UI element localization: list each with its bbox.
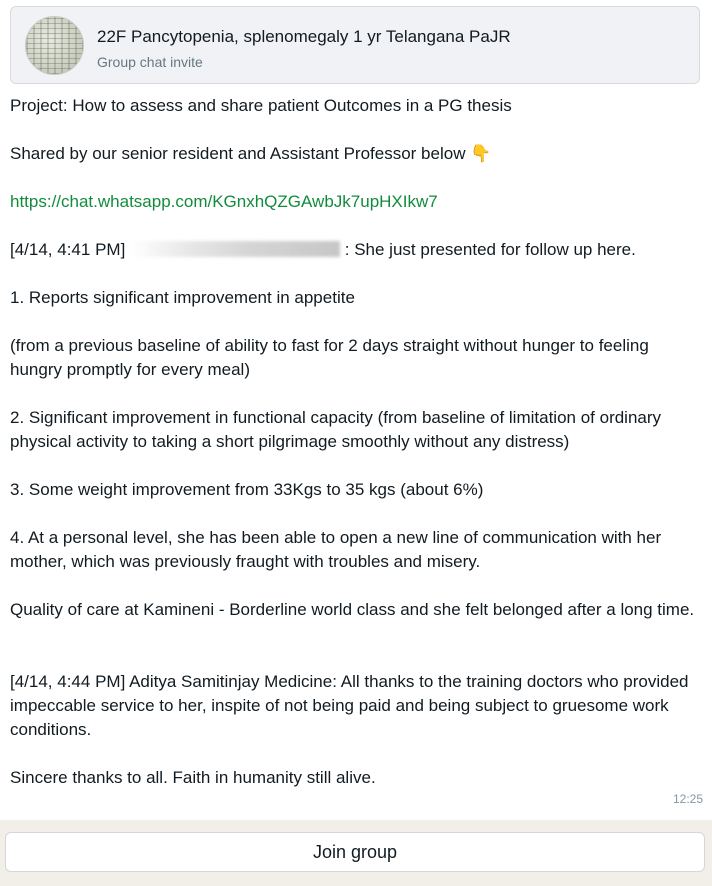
message-body [10,94,702,790]
point-1: 1. Reports significant improvement in appetite [10,288,355,307]
invite-label: Group chat invite [97,54,203,70]
group-avatar [25,16,84,75]
group-invite-card[interactable] [10,6,700,84]
message-timestamp: 12:25 [672,792,703,806]
shared-by-line: Shared by our senior resident and Assistant Professor below 👇 [10,144,492,163]
message-1-header [10,238,702,262]
redacted-sender [130,241,340,257]
closing-line: Sincere thanks to all. Faith in humanity still alive. [10,768,376,787]
project-line: Project: How to assess and share patient Outcomes in a PG thesis [10,96,512,115]
group-invite-link[interactable]: https://chat.whatsapp.com/KGnxhQZGAwbJk7upHXIkw7 [10,192,438,211]
join-bar [0,820,712,886]
join-group-button[interactable]: Join group [5,832,705,872]
message-1-time: [4/14, 4:41 PM] [10,240,126,259]
point-4: 4. At a personal level, she has been able to open a new line of communication with her mother, which was previously fraught with troubles and misery. [10,528,662,571]
point-2: 2. Significant improvement in functional capacity (from baseline of limitation of ordinary physical activity to taking a short pilgrimage smoothly without any distress) [10,408,662,451]
group-name: 22F Pancytopenia, splenomegaly 1 yr Telangana PaJR [97,27,511,46]
message-2: [4/14, 4:44 PM] Aditya Samitinjay Medicine: All thanks to the training doctors who provided impeccable service to her, inspite of not being paid and being subject to gruesome work conditions. [10,672,689,739]
quality-line: Quality of care at Kamineni - Borderline world class and she felt belonged after a long time. [10,600,695,619]
message-1-text: : She just presented for follow up here. [344,240,636,259]
point-3: 3. Some weight improvement from 33Kgs to 35 kgs (about 6%) [10,480,484,499]
point-1-detail: (from a previous baseline of ability to fast for 2 days straight without hunger to feeling hungry promptly for every meal) [10,336,649,379]
